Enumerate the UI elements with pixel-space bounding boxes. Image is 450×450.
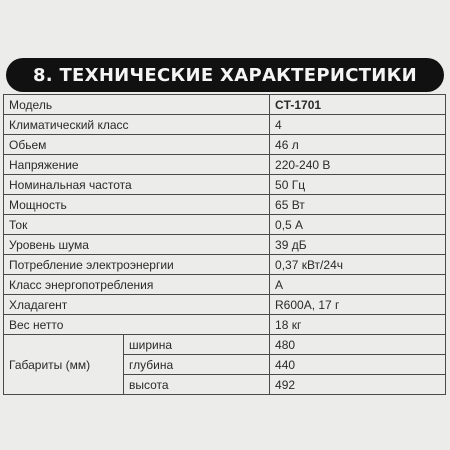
- table-row: [4, 255, 446, 275]
- table-row: [4, 155, 446, 175]
- dimensions-label: Габариты (мм): [4, 335, 124, 395]
- section-title: 8. ТЕХНИЧЕСКИЕ ХАРАКТЕРИСТИКИ: [32, 64, 418, 86]
- table-row: [4, 95, 446, 115]
- table-row: [4, 295, 446, 315]
- spec-value: A: [270, 275, 446, 295]
- table-row: [4, 195, 446, 215]
- spec-value: 39 дБ: [270, 235, 446, 255]
- table-row: [4, 175, 446, 195]
- table-row: [4, 215, 446, 235]
- spec-label: Номинальная частота: [4, 175, 270, 195]
- spec-value: 0,37 кВт/24ч: [270, 255, 446, 275]
- dimension-label: высота: [124, 375, 270, 395]
- spec-value: CT-1701: [270, 95, 446, 115]
- spec-label: Мощность: [4, 195, 270, 215]
- section-header: [6, 58, 444, 92]
- spec-value: 220-240 В: [270, 155, 446, 175]
- table-row: [4, 235, 446, 255]
- spec-label: Напряжение: [4, 155, 270, 175]
- spec-label: Вес нетто: [4, 315, 270, 335]
- spec-value: 65 Вт: [270, 195, 446, 215]
- spec-label: Уровень шума: [4, 235, 270, 255]
- table-row: [4, 335, 446, 355]
- spec-value: 4: [270, 115, 446, 135]
- dimension-label: ширина: [124, 335, 270, 355]
- spec-label: Хладагент: [4, 295, 270, 315]
- spec-value: 18 кг: [270, 315, 446, 335]
- spec-value: 50 Гц: [270, 175, 446, 195]
- table-row: [4, 135, 446, 155]
- spec-label: Климатический класс: [4, 115, 270, 135]
- spec-value: 46 л: [270, 135, 446, 155]
- dimension-label: глубина: [124, 355, 270, 375]
- dimension-value: 492: [270, 375, 446, 395]
- spec-value: 0,5 А: [270, 215, 446, 235]
- dimension-value: 480: [270, 335, 446, 355]
- table-row: [4, 275, 446, 295]
- spec-label: Модель: [4, 95, 270, 115]
- spec-label: Ток: [4, 215, 270, 235]
- dimension-value: 440: [270, 355, 446, 375]
- table-row: [4, 315, 446, 335]
- table-row: [4, 115, 446, 135]
- spec-label: Обьем: [4, 135, 270, 155]
- spec-value: R600A, 17 г: [270, 295, 446, 315]
- specifications-table: [3, 94, 446, 395]
- spec-label: Класс энергопотребления: [4, 275, 270, 295]
- spec-label: Потребление электроэнергии: [4, 255, 270, 275]
